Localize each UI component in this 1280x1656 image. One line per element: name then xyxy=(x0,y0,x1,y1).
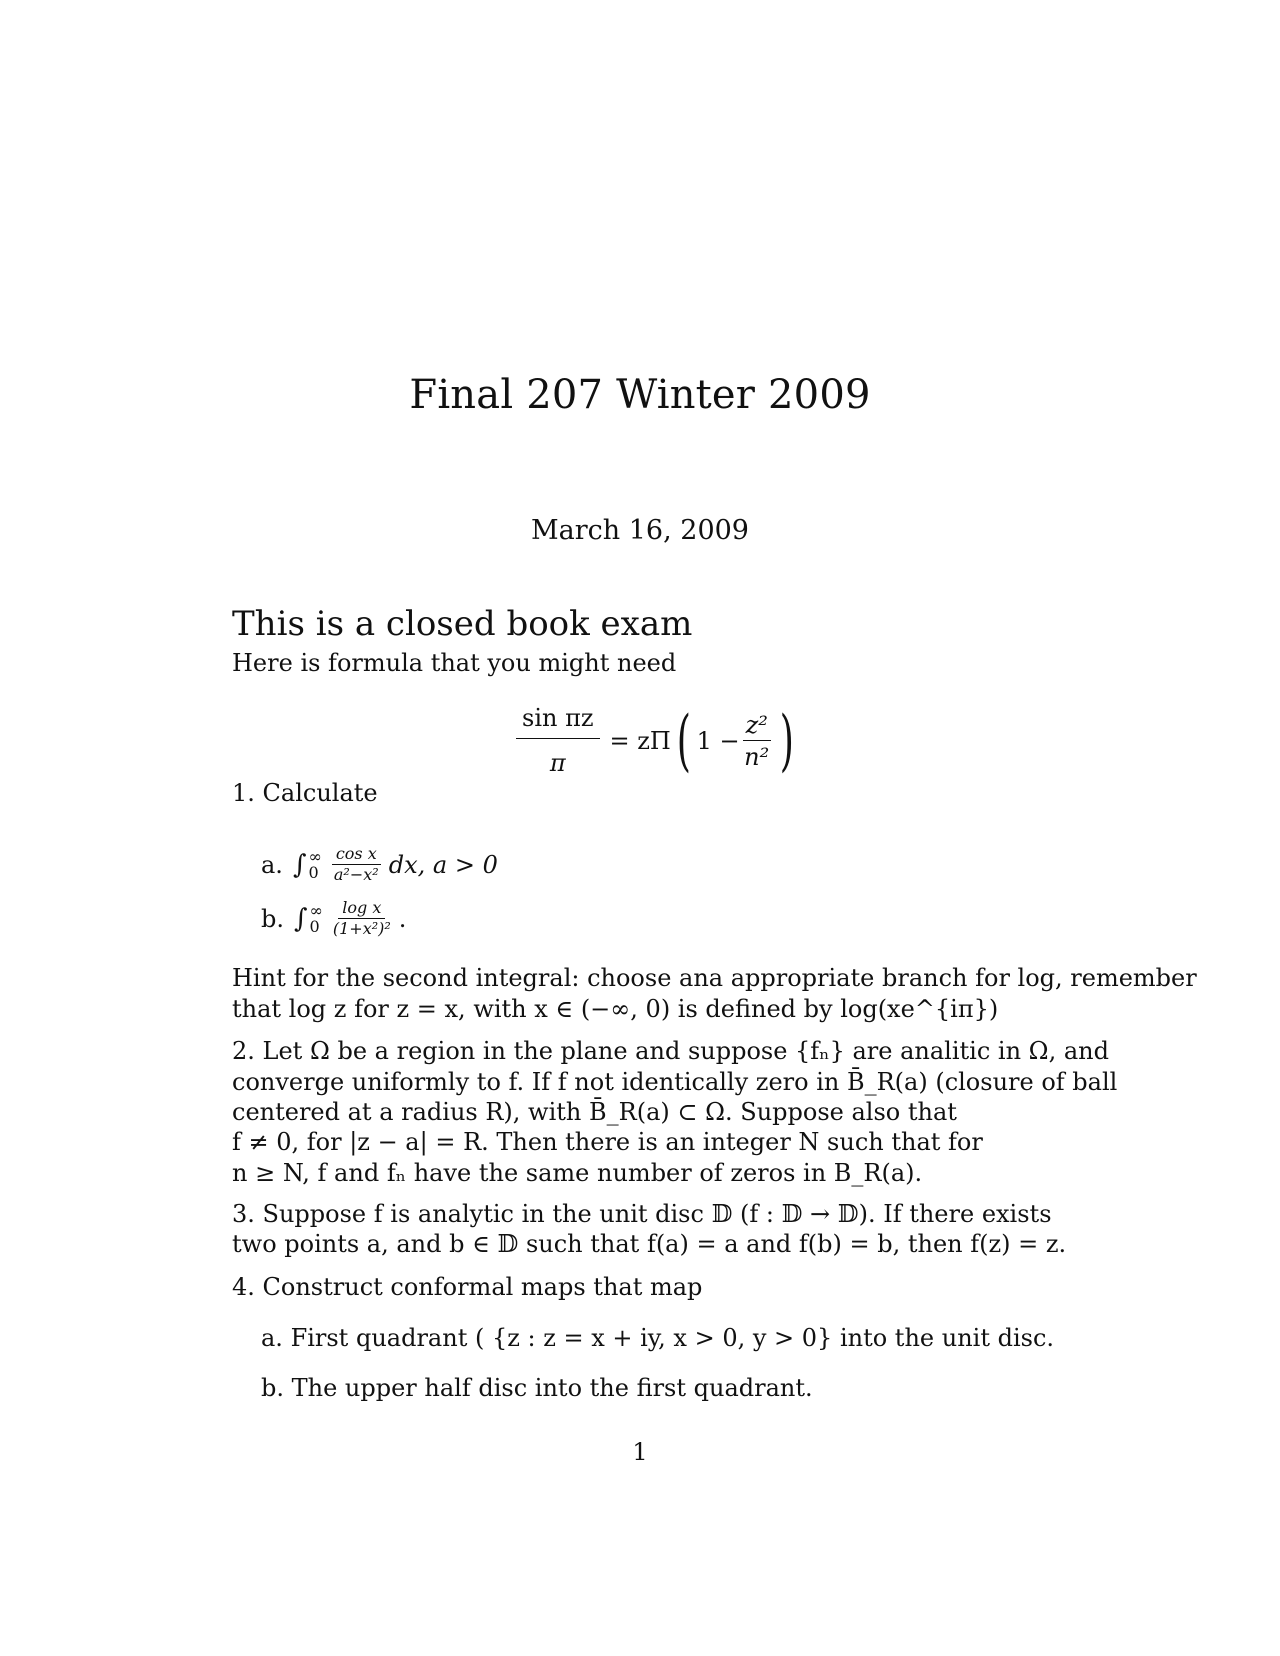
problem-3-line-1: 3. Suppose f is analytic in the unit disc 𝔻 (f : 𝔻 → 𝔻). If there exists xyxy=(232,1200,1052,1228)
section-subheading: Here is formula that you might need xyxy=(232,649,677,677)
page-number: 1 xyxy=(632,1438,648,1466)
integral-sign: ∫ xyxy=(292,849,307,880)
problem-1b-tail: . xyxy=(398,904,407,933)
product-formula xyxy=(516,701,800,779)
integral-1b xyxy=(294,900,323,936)
problem-1a-label: a. xyxy=(261,850,283,879)
problem-2-line-1: 2. Let Ω be a region in the plane and suppose {fₙ} are analitic in Ω, and xyxy=(232,1037,1109,1065)
problem-2-line-2: converge uniformly to f. If f not identically zero in B̄_R(a) (closure of ball xyxy=(232,1068,1118,1096)
lower-limit: 0 xyxy=(309,916,320,936)
integrand-1b-numerator: log x xyxy=(338,900,385,919)
problem-1b xyxy=(261,900,406,937)
right-paren: ) xyxy=(779,701,794,779)
problem-4b: b. The upper half disc into the first quadrant. xyxy=(261,1374,813,1402)
formula-lhs-fraction xyxy=(516,706,600,775)
lower-limit: 0 xyxy=(308,862,319,882)
formula-small-numerator: z² xyxy=(743,713,771,741)
upper-limit: ∞ xyxy=(308,846,322,866)
formula-small-fraction xyxy=(743,710,771,771)
upper-limit: ∞ xyxy=(309,900,323,920)
hint-line-1: Hint for the second integral: choose ana appropriate branch for log, remember xyxy=(232,964,1197,992)
integrand-1a-denominator: a²−x² xyxy=(333,865,379,884)
formula-denominator: π xyxy=(549,749,566,777)
integrand-1b xyxy=(333,900,391,937)
hint-line-2: that log z for z = x, with x ∈ (−∞, 0) is defined by log(xe^{iπ}) xyxy=(232,995,999,1023)
integral-limits xyxy=(308,846,322,882)
document-title: Final 207 Winter 2009 xyxy=(409,372,871,418)
problem-2-line-5: n ≥ N, f and fₙ have the same number of zeros in B_R(a). xyxy=(232,1159,923,1187)
problem-1-label: 1. Calculate xyxy=(232,779,378,807)
formula-rhs-prefix: = zΠ xyxy=(609,726,671,755)
left-paren: ( xyxy=(676,701,691,779)
problem-1b-label: b. xyxy=(261,904,284,933)
integrand-1b-denominator: (1+x²)² xyxy=(332,919,391,938)
integrand-1a-numerator: cos x xyxy=(332,846,381,865)
formula-numerator: sin πz xyxy=(516,706,600,739)
problem-4a: a. First quadrant ( {z : z = x + iy, x > 0, y > 0} into the unit disc. xyxy=(261,1324,1055,1352)
integral-sign: ∫ xyxy=(294,903,308,934)
problem-4-label: 4. Construct conformal maps that map xyxy=(232,1273,703,1301)
problem-1a-tail: dx, a > 0 xyxy=(388,850,498,879)
problem-2-line-4: f ≠ 0, for |z − a| = R. Then there is an integer N such that for xyxy=(232,1128,983,1156)
problem-1a xyxy=(261,846,498,883)
problem-3-line-2: two points a, and b ∈ 𝔻 such that f(a) = a and f(b) = b, then f(z) = z. xyxy=(232,1230,1067,1258)
formula-small-denominator: n² xyxy=(744,742,770,771)
section-heading: This is a closed book exam xyxy=(232,604,693,644)
integral-limits xyxy=(309,900,323,936)
integral-1a xyxy=(292,846,322,882)
document-date: March 16, 2009 xyxy=(531,515,749,546)
integrand-1a xyxy=(332,846,381,883)
problem-2-line-3: centered at a radius R), with B̄_R(a) ⊂ Ω. Suppose also that xyxy=(232,1098,957,1126)
formula-inner: 1 − xyxy=(696,726,740,755)
